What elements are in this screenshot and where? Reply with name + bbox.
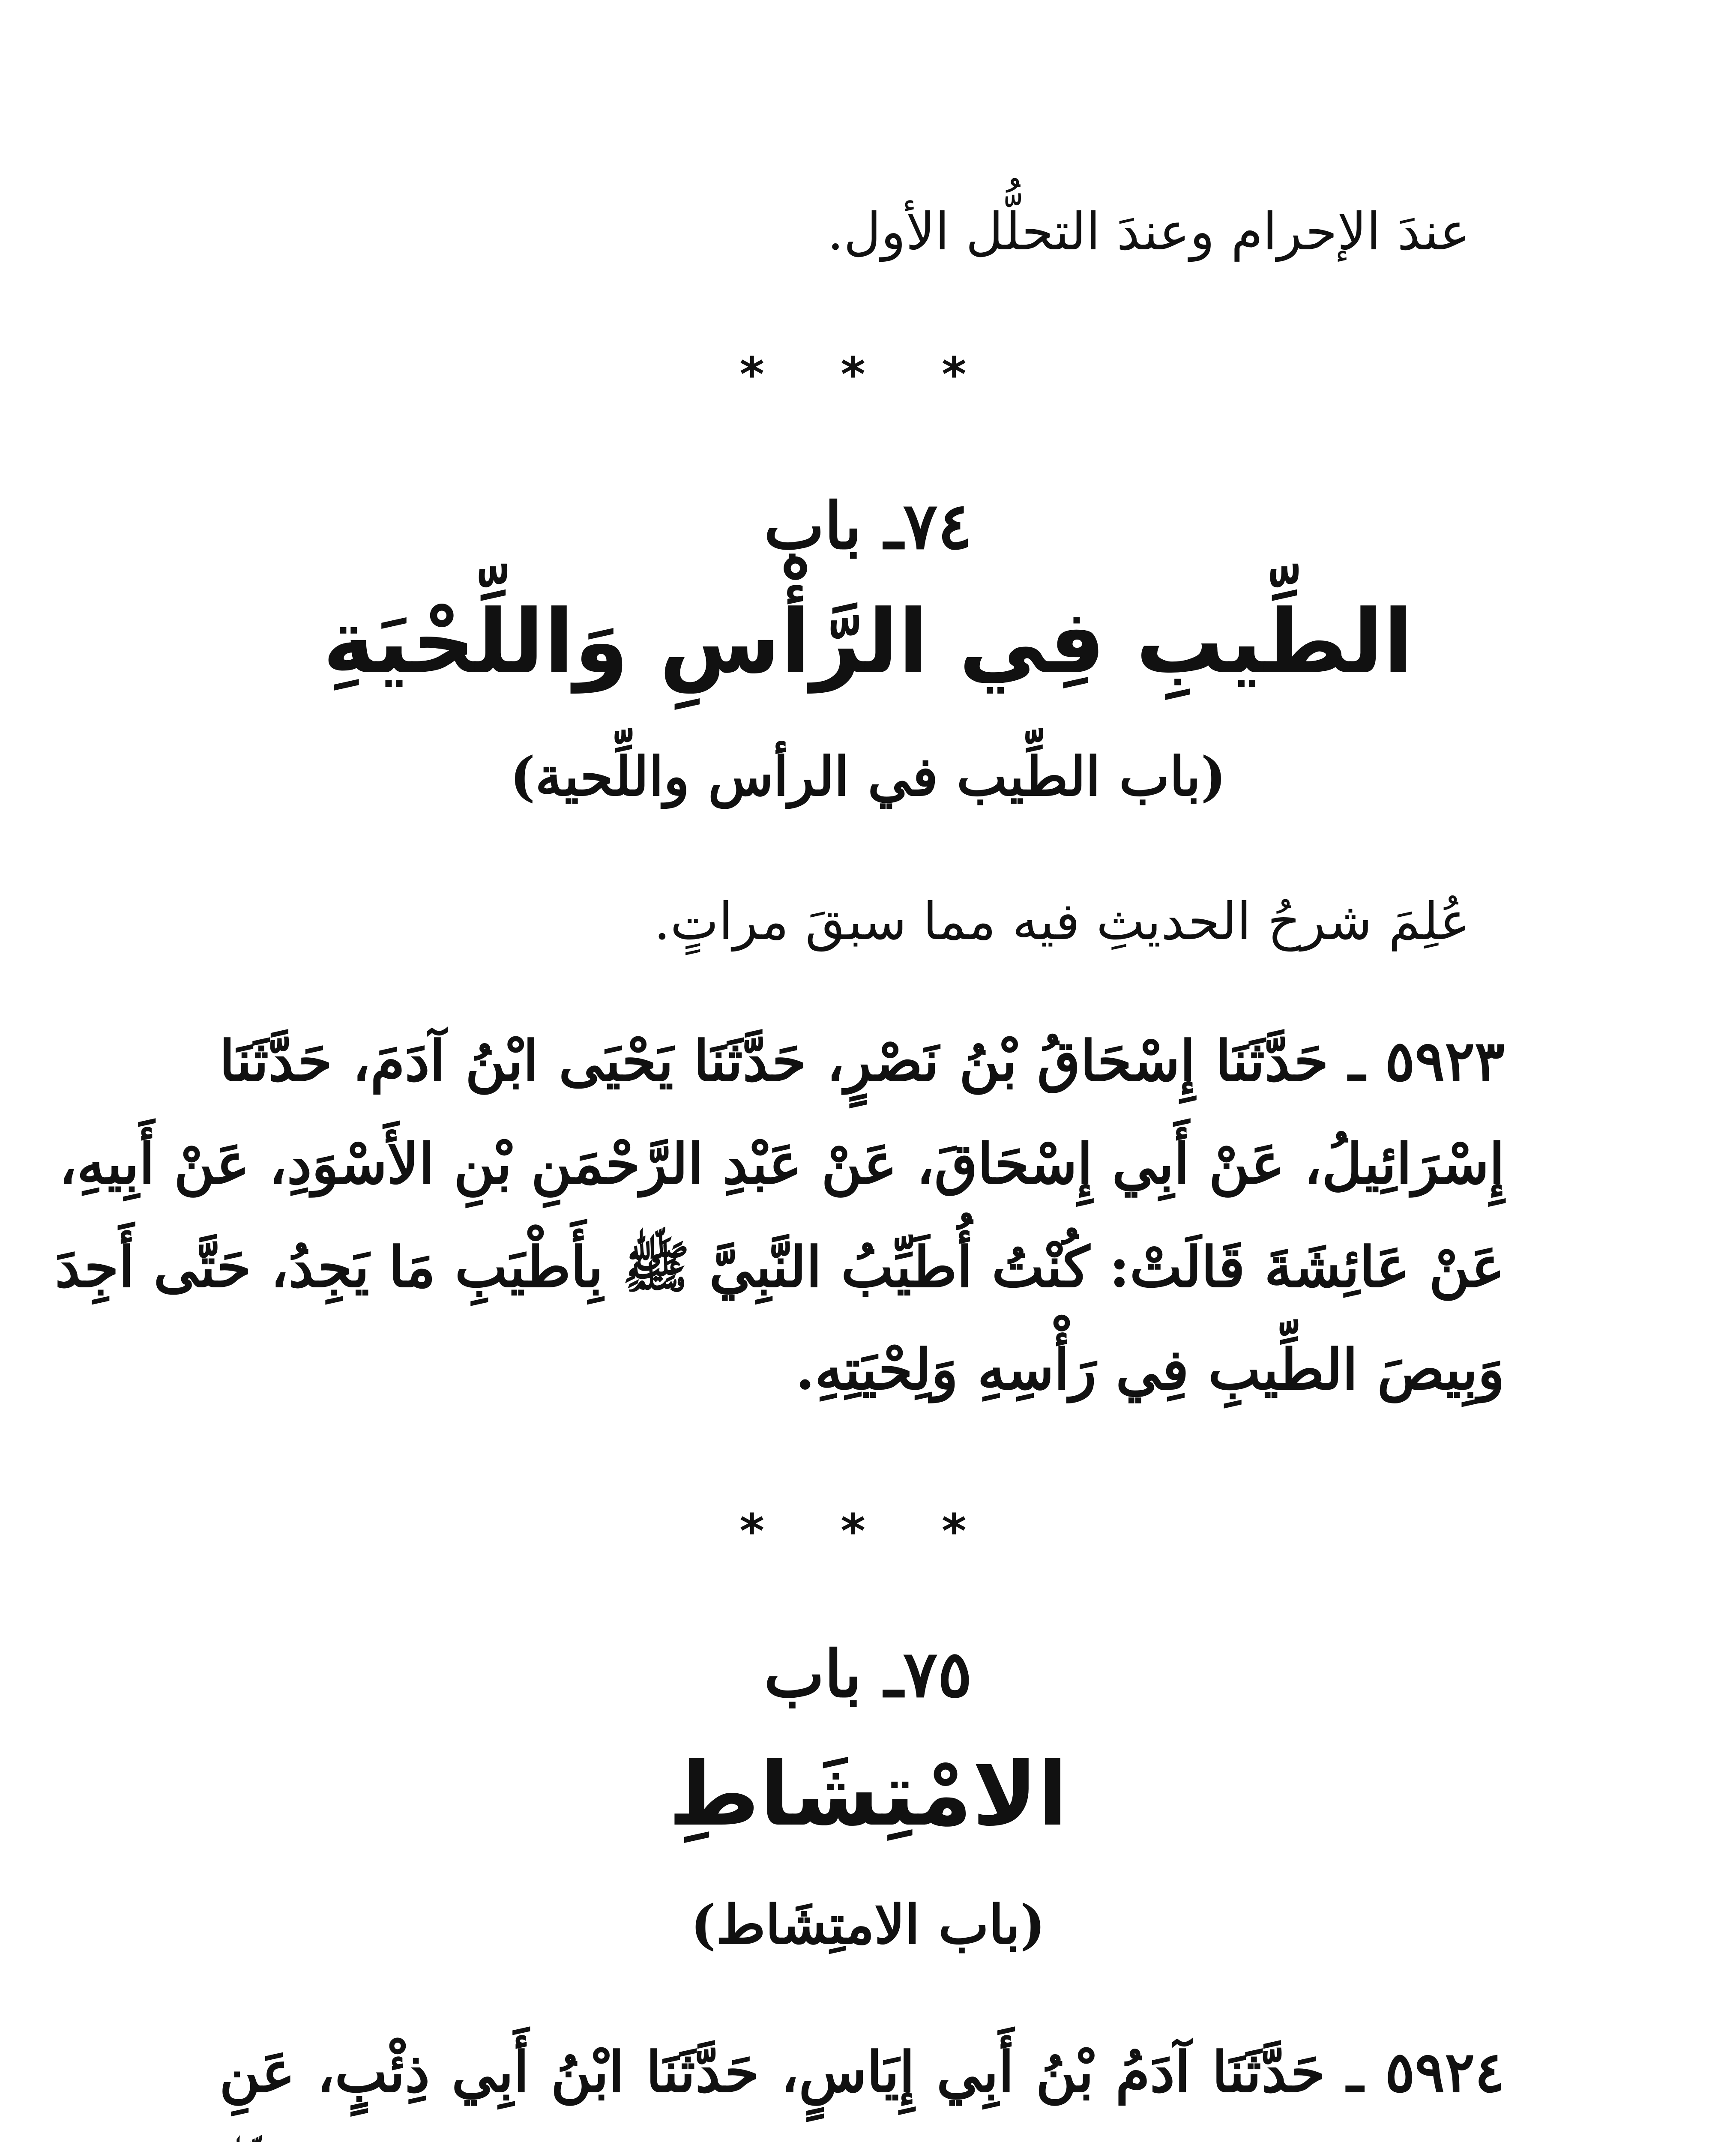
section-separator-2: * * *	[739, 1504, 997, 1559]
chapter-75-number: ٧٥ـ باب	[764, 1636, 972, 1712]
hadith-5923-line-3: عَنْ عَائِشَةَ قَالَتْ: كُنْتُ أُطَيِّبُ النَّبِيَّ ﷺ بِأَطْيَبِ مَا يَجِدُ، حَتَّى أَجِدَ	[55, 1234, 1505, 1300]
intro-line: عندَ الإحرام وعندَ التحلُّل الأول.	[827, 202, 1470, 262]
chapter-74-commentary: عُلِمَ شرحُ الحديثِ فيه مما سبقَ مراتٍ.	[654, 892, 1470, 951]
chapter-74-number: ٧٤ـ باب	[764, 488, 972, 564]
hadith-5923-line-2: إِسْرَائِيلُ، عَنْ أَبِي إِسْحَاقَ، عَنْ عَبْدِ الرَّحْمَنِ بْنِ الأَسْوَدِ، عَنْ أَبِيهِ،	[59, 1131, 1505, 1197]
hadith-5923-line-4: وَبِيصَ الطِّيبِ فِي رَأْسِهِ وَلِحْيَتِهِ.	[795, 1337, 1505, 1402]
chapter-75-title: الامْتِشَاطِ	[668, 1744, 1068, 1846]
chapter-74-title: الطِّيبِ فِي الرَّأْسِ وَاللِّحْيَةِ	[323, 591, 1413, 693]
section-separator-1: * * *	[739, 347, 997, 402]
chapter-74-subtitle: (باب الطِّيب في الرأس واللِّحية)	[510, 745, 1226, 808]
chapter-75-subtitle: (باب الامتِشَاط)	[690, 1894, 1046, 1956]
hadith-5923-line-1: ٥٩٢٣ ـ حَدَّثَنَا إِسْحَاقُ بْنُ نَصْرٍ، حَدَّثَنَا يَحْيَى ابْنُ آدَمَ، حَدَّثَنَا	[219, 1028, 1505, 1094]
hadith-5924-line-1: ٥٩٢٤ ـ حَدَّثَنَا آدَمُ بْنُ أَبِي إِيَاسٍ، حَدَّثَنَا ابْنُ أَبِي ذِئْبٍ، عَنِ	[219, 2039, 1505, 2105]
